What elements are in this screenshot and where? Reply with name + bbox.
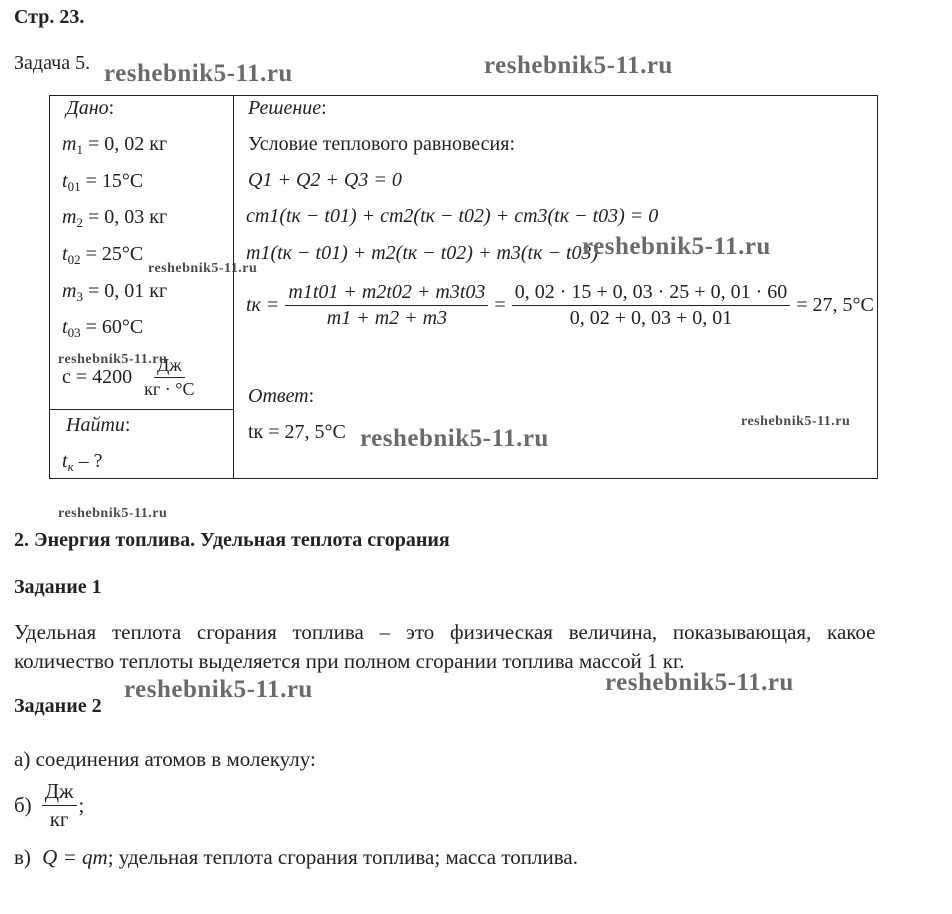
find-value: $t_к$ – ? bbox=[62, 450, 103, 474]
watermark: reshebnik5-11.ru bbox=[605, 669, 794, 696]
answer-value: tк = 27, 5°C bbox=[248, 421, 346, 443]
watermark: reshebnik5-11.ru bbox=[582, 233, 771, 260]
watermark: reshebnik5-11.ru bbox=[360, 425, 549, 452]
section2-title: 2. Энергия топлива. Удельная теплота сгорания bbox=[14, 529, 450, 551]
solution-line-3: cm1(tк − t01) + cm2(tк − t02) + cm3(tк − t03) = 0 bbox=[246, 205, 659, 227]
given-t02: $t_{02} = 25^\circ C$ bbox=[62, 243, 144, 267]
given-m2: $m_2 = 0$, 03 кг bbox=[62, 206, 168, 230]
task1-title: Задание 1 bbox=[14, 576, 102, 598]
solution-line-5: tк = $\frac{m1t01 + m2t02 + m3t03}{m1 + m2 + m3}$ = $\frac{0, 02 \cdot 15 + 0, 03 \cdot 25 + 0, 01 \cdot 60}{0, 02 + 0, 03 + 0, 01}$ = 27, 5°C bbox=[246, 281, 874, 329]
watermark: reshebnik5-11.ru bbox=[124, 676, 313, 703]
task2-title: Задание 2 bbox=[14, 695, 102, 717]
page-number: Стр. 23. bbox=[14, 6, 85, 28]
given-t03: $t_{03} = 60^\circ C$ bbox=[62, 316, 144, 340]
given-t01: $t_{01} = 15^\circ C$ bbox=[62, 170, 144, 194]
table-divider-horizontal bbox=[49, 409, 234, 410]
given-m1: $m_1 = 0$, 02 кг bbox=[62, 133, 168, 157]
task2-item-c: в) Q = qm; удельная теплота сгорания топлива; масса топлива. bbox=[14, 845, 578, 869]
watermark: reshebnik5-11.ru bbox=[58, 352, 168, 367]
solution-label: Решение: bbox=[248, 97, 327, 119]
task5-title: Задача 5. bbox=[14, 52, 91, 74]
given-m3: $m_3 = 0$, 01 кг bbox=[62, 280, 168, 304]
table-divider-vertical bbox=[233, 95, 234, 479]
task2-item-b: б) $\frac{Дж}{кг}$ ; bbox=[14, 779, 85, 831]
watermark: reshebnik5-11.ru bbox=[741, 414, 851, 429]
find-label: Найти: bbox=[66, 414, 131, 436]
solution-line-1: Условие теплового равновесия: bbox=[248, 133, 516, 155]
task1-text-line-2: количество теплоты выделяется при полном сгорании топлива массой 1 кг. bbox=[14, 649, 685, 673]
watermark: reshebnik5-11.ru bbox=[484, 52, 673, 79]
solution-line-4: m1(tк − t01) + m2(tк − t02) + m3(tк − t03) bbox=[246, 242, 599, 264]
given-c: c = 4200 $\frac{Дж}{кг \cdot ^\circ C}$ bbox=[62, 355, 195, 399]
watermark: reshebnik5-11.ru bbox=[148, 261, 258, 276]
given-label: Дано: bbox=[66, 97, 115, 119]
task2-item-a: а) соединения атомов в молекулу: bbox=[14, 747, 316, 771]
task1-text-line-1: Удельная теплота сгорания топлива – это физическая величина, показывающая, какое bbox=[14, 620, 876, 644]
solution-line-2: Q1 + Q2 + Q3 = 0 bbox=[248, 169, 402, 191]
watermark: reshebnik5-11.ru bbox=[104, 60, 293, 87]
watermark: reshebnik5-11.ru bbox=[58, 506, 168, 521]
answer-label: Ответ: bbox=[248, 385, 315, 407]
